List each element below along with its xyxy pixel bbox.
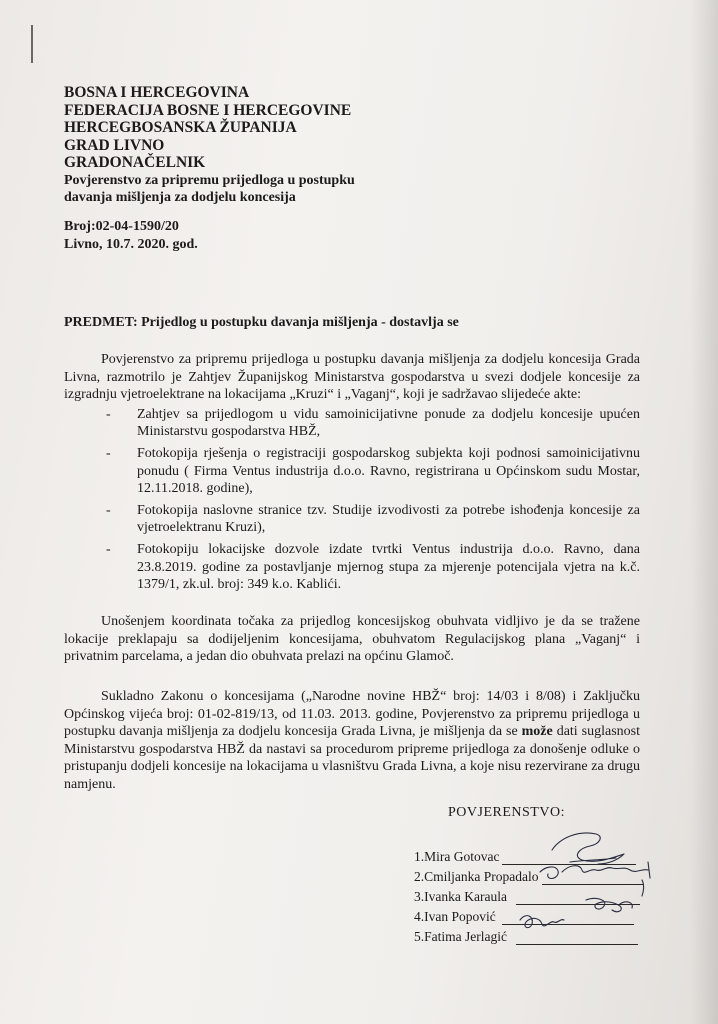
member-name: 4.Ivan Popović bbox=[414, 909, 496, 924]
document-subject bbox=[64, 315, 459, 331]
list-bullet: - bbox=[106, 541, 111, 557]
list-bullet: - bbox=[106, 502, 111, 518]
list-item-text: Fotokopija naslovne stranice tzv. Studije izvodivosti za potrebe ishođenja koncesije za vjetroelektranu Kruzi), bbox=[137, 502, 640, 536]
member-name: 2.Cmiljanka Propadalo bbox=[414, 869, 539, 884]
document-reference bbox=[64, 218, 198, 254]
conclusion-emphasis: može bbox=[521, 724, 553, 740]
list-item-text: Zahtjev sa prijedlogom u vidu samoinicijativne ponude za dodjelu koncesije upućen Ministarstvu gospodarstva HBŽ, bbox=[137, 406, 640, 440]
list-item-text: Fotokopija rješenja o registraciji gospodarskog subjekta koji podnosi samoinicijativnu ponudu ( Firma Ventus industrija d.o.o. Ravno, registrirana u Općinskom sudu Mostar, 12.11.2018. godine), bbox=[137, 445, 640, 497]
conclusion-text-start: Sukladno Zakonu o koncesijama („Narodne novine HBŽ“ broj: 14/03 i 8/08) i Zaključku Općinskog vijeća broj: 01-02-819/13, od 11.03. 2013. godine, Povjerenstvo za pripremu prijedloga u postupku davanja mišljenja za dodjelu koncesija Grada Livna, je mišljenja da se bbox=[64, 689, 640, 740]
paper-edge-shadow bbox=[690, 0, 718, 1024]
signature-popovic bbox=[586, 898, 632, 911]
place-and-date: Livno, 10.7. 2020. god. bbox=[64, 237, 198, 252]
margin-mark bbox=[31, 25, 33, 63]
signature-propadalo bbox=[540, 862, 650, 879]
signature-gotovac bbox=[552, 833, 624, 864]
letterhead-line: GRAD LIVNO bbox=[64, 136, 165, 154]
letterhead-line: HERCEGBOSANSKA ŽUPANIJA bbox=[64, 119, 297, 137]
letterhead-line: FEDERACIJA BOSNE I HERCEGOVINE bbox=[64, 101, 352, 119]
subject-text: Prijedlog u postupku davanja mišljenja - dostavlja se bbox=[137, 315, 459, 330]
list-item bbox=[64, 541, 640, 594]
paragraph-request bbox=[64, 351, 640, 598]
list-bullet: - bbox=[106, 445, 111, 461]
list-item bbox=[64, 406, 640, 441]
signature-line bbox=[516, 944, 638, 945]
document-letterhead bbox=[64, 84, 444, 206]
list-item bbox=[64, 502, 640, 537]
conclusion-text-end: dati suglasnost Ministarstvu gospodarstva HBŽ da nastavi sa procedurom pripreme prijedloga za donošenje odluke o pristupanju dodjeli koncesije na lokacijama u vlasništvu Grada Livna, a koje nisu rezervirane za drugu namjenu. bbox=[64, 724, 640, 792]
attachment-list bbox=[64, 406, 640, 594]
member-name: 3.Ivanka Karaula bbox=[414, 889, 507, 904]
letterhead-office-line: davanja mišljenja za dodjelu koncesija bbox=[64, 189, 296, 205]
paragraph-request-text: Povjerenstvo za pripremu prijedloga u postupku davanja mišljenja za dodjelu koncesija Grada Livna, razmotrilo je Zahtjev Županijskog Ministarstva gospodarstva u svezi dodjele koncesije za izgradnju vjetroelektrane na lokacijama „Kruzi“ i „Vaganj“, koji je sadržavao slijedeće akte: bbox=[64, 352, 640, 403]
paragraph-conclusion bbox=[64, 688, 640, 794]
signature-karaula bbox=[642, 880, 644, 896]
subject-label: PREDMET: bbox=[64, 315, 138, 330]
signature-jerlagic bbox=[520, 916, 564, 928]
handwritten-signatures bbox=[500, 820, 670, 940]
reference-number: Broj:02-04-1590/20 bbox=[64, 219, 179, 234]
member-name: 5.Fatima Jerlagić bbox=[414, 929, 507, 944]
list-item bbox=[64, 445, 640, 498]
commission-title: POVJERENSTVO: bbox=[448, 805, 565, 820]
list-bullet: - bbox=[106, 406, 111, 422]
list-item-text: Fotokopiju lokacijske dozvole izdate tvrtki Ventus industrija d.o.o. Ravno, dana 23.8.2019. godine za postavljanje mjernog stupa za mjerenje potencijala vjetra na k.č. 1379/1, zk.ul. broj: 349 k.o. Kablići. bbox=[137, 541, 640, 593]
letterhead-line: GRADONAČELNIK bbox=[64, 154, 206, 172]
letterhead-line: BOSNA I HERCEGOVINA bbox=[64, 84, 250, 101]
letterhead-office-line: Povjerenstvo za pripremu prijedloga u postupku bbox=[64, 172, 355, 188]
paragraph-findings: Unošenjem koordinata točaka za prijedlog koncesijskog obuhvata vidljivo je da se tražene lokacije preklapaju sa dodijeljenim koncesijama, obuhvatom Regulacijskog plana „Vaganj“ i privatnim parcelama, a jedan dio obuhvata prelazi na općinu Glamoč. bbox=[64, 614, 640, 665]
member-name: 1.Mira Gotovac bbox=[414, 849, 500, 864]
